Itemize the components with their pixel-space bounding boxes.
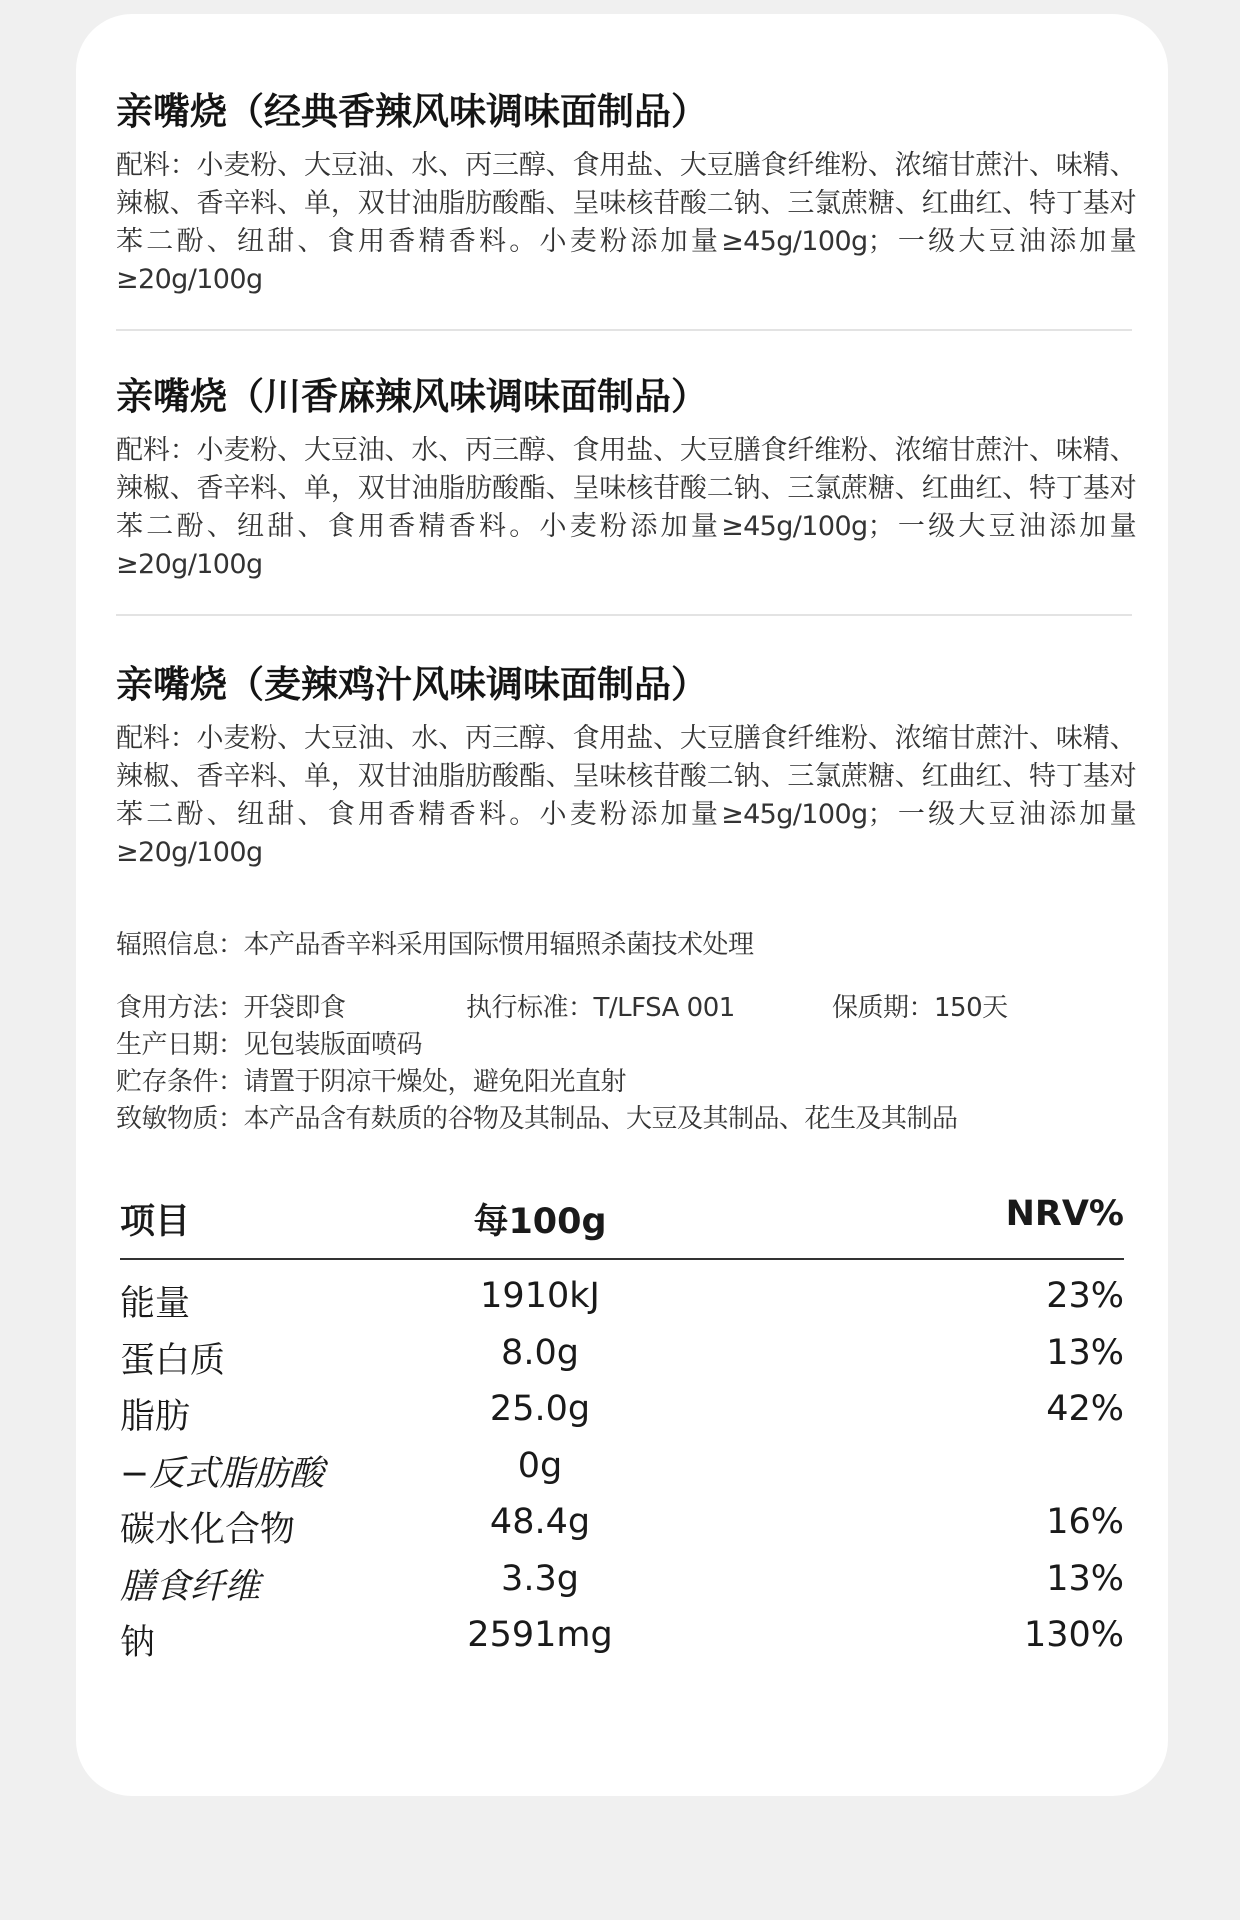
nutrient-name: −反式脂肪酸 xyxy=(120,1453,325,1494)
product-block-classic-spicy xyxy=(116,90,1136,299)
header-nrv: NRV% xyxy=(1005,1194,1124,1234)
nutrient-amount: 25.0g xyxy=(489,1389,591,1429)
shelf-life: 保质期：150天 xyxy=(832,993,1008,1023)
product-block-sichuan-mala xyxy=(116,375,1136,584)
label-card xyxy=(76,14,1168,1796)
product-name: 亲嘴烧（经典香辣风味调味面制品） xyxy=(116,90,708,133)
nutrition-header-row xyxy=(120,1194,1124,1258)
nutrient-amount: 8.0g xyxy=(501,1332,579,1373)
product-name: 亲嘴烧（川香麻辣风味调味面制品） xyxy=(116,375,708,418)
nutrient-name: 能量 xyxy=(120,1284,191,1324)
section-divider xyxy=(116,329,1132,331)
production-date: 生产日期：见包装版面喷码 xyxy=(116,1030,423,1060)
nutrient-name: 膳食纤维 xyxy=(120,1566,261,1607)
nutrient-amount: 2591mg xyxy=(467,1615,613,1655)
ingredients-text: 配料：小麦粉、大豆油、水、丙三醇、食用盐、大豆膳食纤维粉、浓缩甘蔗汁、味精、辣椒、香辛料、单，双甘油脂肪酸酯、呈味核苷酸二钠、三氯蔗糖、红曲红、特丁基对苯二酚、纽甜、食用香精香料。小麦粉添加量≥45g/100g；一级大豆油添加量≥20g/100g xyxy=(116,723,1136,868)
nutrient-amount: 0g xyxy=(517,1445,563,1486)
table-row xyxy=(120,1333,1124,1390)
table-row xyxy=(120,1276,1124,1333)
info-row-usage xyxy=(116,990,1136,1027)
ingredients-text: 配料：小麦粉、大豆油、水、丙三醇、食用盐、大豆膳食纤维粉、浓缩甘蔗汁、味精、辣椒、香辛料、单，双甘油脂肪酸酯、呈味核苷酸二钠、三氯蔗糖、红曲红、特丁基对苯二酚、纽甜、食用香精香料。小麦粉添加量≥45g/100g；一级大豆油添加量≥20g/100g xyxy=(116,150,1136,295)
product-block-spicy-chicken xyxy=(116,663,1136,872)
executive-standard: 执行标准：T/LFSA 001 xyxy=(466,993,735,1023)
product-info-block xyxy=(116,990,1136,1138)
table-row xyxy=(120,1559,1124,1616)
nutrient-name: 钠 xyxy=(120,1623,156,1663)
nutrient-nrv: 130% xyxy=(1023,1615,1124,1655)
section-divider xyxy=(116,614,1132,616)
nutrition-table xyxy=(120,1194,1124,1672)
irradiation-info: 辐照信息：本产品香辛料采用国际惯用辐照杀菌技术处理 xyxy=(116,930,754,960)
nutrient-nrv: 23% xyxy=(1046,1276,1124,1316)
usage-method: 食用方法：开袋即食 xyxy=(116,993,346,1023)
table-row xyxy=(120,1502,1124,1559)
header-per-100g: 每100g xyxy=(473,1202,607,1242)
product-name: 亲嘴烧（麦辣鸡汁风味调味面制品） xyxy=(116,663,708,706)
table-row xyxy=(120,1615,1124,1672)
nutrient-amount: 48.4g xyxy=(489,1502,591,1542)
nutrient-nrv: 42% xyxy=(1046,1389,1124,1429)
nutrient-amount: 3.3g xyxy=(501,1558,579,1599)
nutrient-amount: 1910kJ xyxy=(480,1276,600,1316)
storage-conditions: 贮存条件：请置于阴凉干燥处，避免阳光直射 xyxy=(116,1067,627,1097)
nutrient-nrv: 13% xyxy=(1046,1332,1124,1373)
nutrient-nrv: 16% xyxy=(1046,1502,1124,1542)
nutrient-nrv: 13% xyxy=(1046,1558,1124,1599)
table-row xyxy=(120,1446,1124,1503)
nutrient-name: 蛋白质 xyxy=(120,1340,226,1381)
table-row xyxy=(120,1389,1124,1446)
nutrition-body xyxy=(120,1276,1124,1672)
nutrient-name: 脂肪 xyxy=(120,1397,191,1437)
nutrient-name: 碳水化合物 xyxy=(120,1510,296,1550)
allergens: 致敏物质：本产品含有麸质的谷物及其制品、大豆及其制品、花生及其制品 xyxy=(116,1104,958,1134)
header-item: 项目 xyxy=(120,1202,191,1242)
nutrition-header-rule xyxy=(120,1258,1124,1260)
ingredients-text: 配料：小麦粉、大豆油、水、丙三醇、食用盐、大豆膳食纤维粉、浓缩甘蔗汁、味精、辣椒、香辛料、单，双甘油脂肪酸酯、呈味核苷酸二钠、三氯蔗糖、红曲红、特丁基对苯二酚、纽甜、食用香精香料。小麦粉添加量≥45g/100g；一级大豆油添加量≥20g/100g xyxy=(116,435,1136,580)
